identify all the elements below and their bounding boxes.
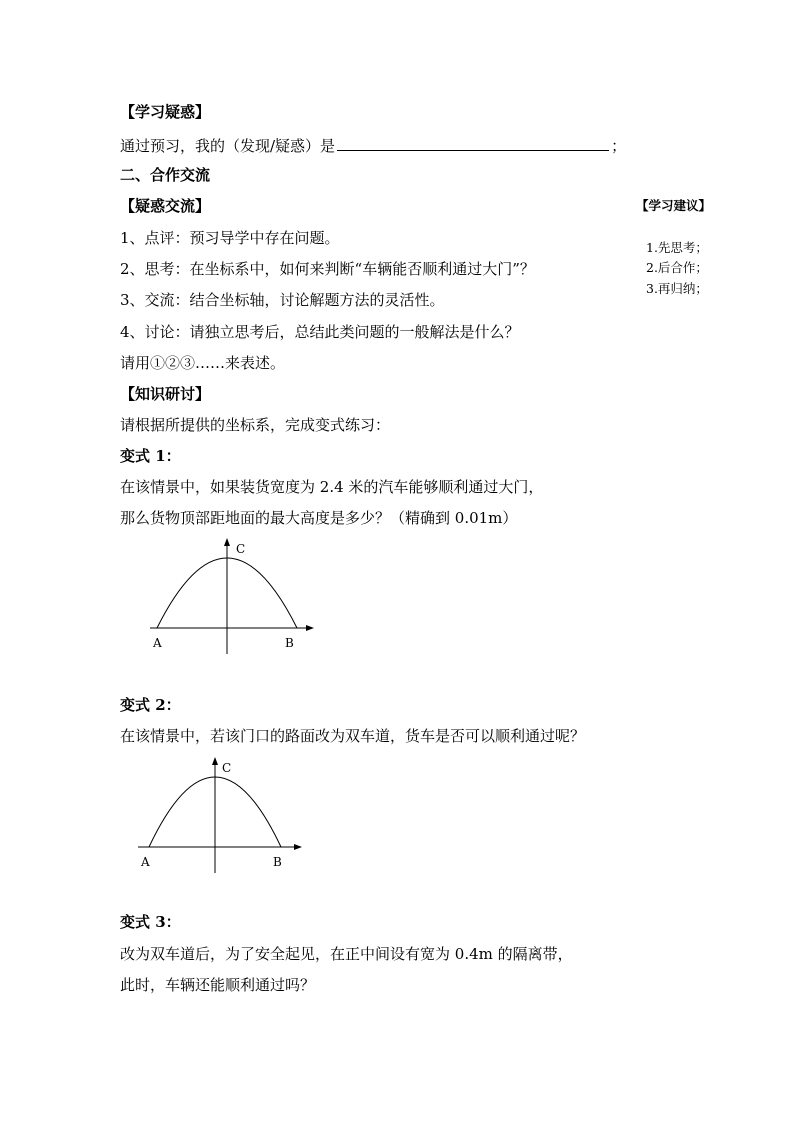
label-c: C [222, 761, 232, 775]
variant2-title: 变式 2： [120, 696, 181, 714]
exchange-item-4: 4、讨论：请独立思考后，总结此类问题的一般解法是什么？ [120, 323, 520, 341]
label-b: B [285, 636, 294, 650]
exchange-item-1: 1、点评：预习导学中存在问题。 [120, 229, 340, 247]
doubts-line-prefix: 通过预习，我的（发现/疑惑）是 [120, 137, 336, 155]
variant1-line-2: 那么货物顶部距地面的最大高度是多少？（精确到 0.01m） [120, 509, 518, 527]
doubts-line [120, 135, 626, 156]
variant3-title: 变式 3： [120, 913, 181, 931]
label-b: B [273, 855, 282, 869]
research-heading: 【知识研讨】 [120, 385, 211, 403]
research-intro: 请根据所提供的坐标系，完成变式练习： [120, 416, 391, 434]
exchange-item-3: 3、交流：结合坐标轴，讨论解题方法的灵活性。 [120, 291, 445, 309]
x-axis-arrow [306, 625, 314, 631]
y-axis-arrow [224, 538, 230, 546]
advice-item-1: 1.先思考； [646, 240, 708, 255]
section2-heading: 二、合作交流 [120, 166, 211, 184]
exchange-heading: 【疑惑交流】 [120, 197, 211, 215]
x-axis-arrow [294, 844, 302, 850]
parabola-figure-1 [140, 536, 320, 656]
advice-heading: 【学习建议】 [636, 198, 712, 213]
advice-item-3: 3.再归纳； [646, 281, 708, 296]
label-a: A [141, 855, 150, 869]
advice-item-2: 2.后合作； [646, 260, 708, 275]
label-c: C [236, 542, 246, 556]
doubts-line-suffix: ； [611, 137, 627, 155]
variant3-line-1: 改为双车道后，为了安全起见，在正中间设有宽为 0.4m 的隔离带， [120, 945, 573, 963]
label-a: A [153, 636, 162, 650]
variant3-line-2: 此时，车辆还能顺利通过吗？ [120, 976, 316, 994]
doubts-heading: 【学习疑惑】 [120, 103, 211, 121]
answer-blank[interactable] [337, 135, 609, 151]
exchange-note: 请用①②③……来表述。 [120, 354, 286, 372]
variant1-line-1: 在该情景中，如果装货宽度为 2.4 米的汽车能够顺利通过大门， [120, 478, 544, 496]
y-axis-arrow [212, 757, 218, 765]
parabola-figure-2 [128, 755, 308, 875]
variant1-title: 变式 1： [120, 447, 181, 465]
variant2-line-1: 在该情景中，若该门口的路面改为双车道，货车是否可以顺利通过呢？ [120, 727, 586, 745]
exchange-item-2: 2、思考：在坐标系中，如何来判断“车辆能否顺利通过大门”？ [120, 260, 535, 278]
